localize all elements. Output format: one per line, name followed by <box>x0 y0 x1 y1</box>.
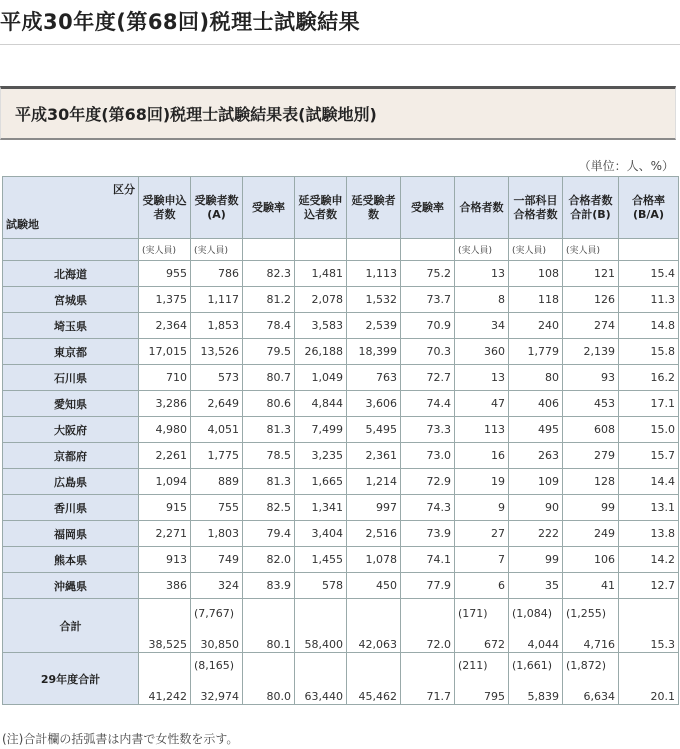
table-cell: 34 <box>455 313 509 339</box>
table-cell: 77.9 <box>401 573 455 599</box>
table-cell: 41 <box>563 573 619 599</box>
total-value: 795 <box>484 690 505 703</box>
table-cell: 99 <box>563 495 619 521</box>
table-cell: 80.6 <box>243 391 295 417</box>
table-cell: 128 <box>563 469 619 495</box>
table-cell: 3,286 <box>139 391 191 417</box>
total-value: 4,044 <box>527 638 559 651</box>
table-cell: 72.7 <box>401 365 455 391</box>
table-cell: 1,375 <box>139 287 191 313</box>
total-row <box>3 599 679 653</box>
table-cell: 915 <box>139 495 191 521</box>
table-cell: 1,779 <box>509 339 563 365</box>
table-cell: 109 <box>509 469 563 495</box>
women-count: (8,165) <box>194 659 235 672</box>
total-value: 58,400 <box>304 638 343 651</box>
table-cell: 2,539 <box>347 313 401 339</box>
table-row <box>3 495 679 521</box>
total-value: 32,974 <box>200 690 239 703</box>
table-cell: 1,113 <box>347 261 401 287</box>
table-cell: 1,078 <box>347 547 401 573</box>
table-row <box>3 521 679 547</box>
note-row <box>3 239 679 261</box>
table-cell: 2,364 <box>139 313 191 339</box>
row-header-location: 広島県 <box>3 469 139 495</box>
table-cell: 2,649 <box>191 391 243 417</box>
table-cell: 1,853 <box>191 313 243 339</box>
table-cell: 70.9 <box>401 313 455 339</box>
row-header-location: 熊本県 <box>3 547 139 573</box>
note-cell <box>295 239 347 261</box>
note-cell <box>243 239 295 261</box>
table-cell: 79.4 <box>243 521 295 547</box>
table-cell: 73.7 <box>401 287 455 313</box>
table-cell: 1,665 <box>295 469 347 495</box>
table-cell: 47 <box>455 391 509 417</box>
table-cell: 121 <box>563 261 619 287</box>
table-row <box>3 391 679 417</box>
total-value: 45,462 <box>358 690 397 703</box>
table-cell: 70.3 <box>401 339 455 365</box>
table-cell: 15.0 <box>619 417 679 443</box>
note-cell: (実人員) <box>563 239 619 261</box>
table-cell: 14.2 <box>619 547 679 573</box>
row-header-location: 北海道 <box>3 261 139 287</box>
table-cell: 1,481 <box>295 261 347 287</box>
table-cell: 27 <box>455 521 509 547</box>
header-row <box>3 177 679 239</box>
total-value: 42,063 <box>358 638 397 651</box>
table-cell: 3,606 <box>347 391 401 417</box>
women-count: (7,767) <box>194 607 235 620</box>
table-cell: 13.8 <box>619 521 679 547</box>
row-header-location: 京都府 <box>3 443 139 469</box>
total-value: 30,850 <box>200 638 239 651</box>
table-cell: 5,495 <box>347 417 401 443</box>
total-value: 6,634 <box>583 690 615 703</box>
row-header-total: 合計 <box>3 599 139 653</box>
corner-label-category: 区分 <box>113 183 135 196</box>
table-cell: 73.0 <box>401 443 455 469</box>
table-cell: 14.8 <box>619 313 679 339</box>
results-table <box>2 176 679 705</box>
row-header-blank <box>3 239 139 261</box>
table-cell: 19 <box>455 469 509 495</box>
table-row <box>3 573 679 599</box>
table-cell: 240 <box>509 313 563 339</box>
table-cell: 997 <box>347 495 401 521</box>
table-cell: 1,341 <box>295 495 347 521</box>
note-cell: (実人員) <box>509 239 563 261</box>
table-row <box>3 365 679 391</box>
table-cell: 222 <box>509 521 563 547</box>
table-cell: 26,188 <box>295 339 347 365</box>
table-cell: 710 <box>139 365 191 391</box>
total-cell <box>619 653 679 705</box>
footnote: (注)合計欄の括弧書は内書で女性数を示す。 <box>2 732 239 746</box>
col-header: 延受験者数 <box>347 177 401 239</box>
total-row <box>3 653 679 705</box>
corner-header <box>3 177 139 239</box>
row-header-location: 石川県 <box>3 365 139 391</box>
table-cell: 1,775 <box>191 443 243 469</box>
table-cell: 573 <box>191 365 243 391</box>
total-cell <box>563 653 619 705</box>
note-cell <box>401 239 455 261</box>
total-cell <box>455 653 509 705</box>
total-cell <box>401 653 455 705</box>
total-cell <box>455 599 509 653</box>
corner-label-location: 試験地 <box>6 218 39 231</box>
table-cell: 324 <box>191 573 243 599</box>
table-row <box>3 547 679 573</box>
table-cell: 263 <box>509 443 563 469</box>
table-cell: 82.0 <box>243 547 295 573</box>
table-cell: 81.3 <box>243 417 295 443</box>
table-cell: 81.2 <box>243 287 295 313</box>
total-value: 4,716 <box>583 638 615 651</box>
table-cell: 93 <box>563 365 619 391</box>
table-cell: 81.3 <box>243 469 295 495</box>
table-cell: 578 <box>295 573 347 599</box>
table-cell: 1,094 <box>139 469 191 495</box>
table-row <box>3 469 679 495</box>
note-cell <box>347 239 401 261</box>
table-cell: 118 <box>509 287 563 313</box>
total-cell <box>401 599 455 653</box>
unit-label: （単位：人、%） <box>578 159 674 173</box>
note-cell: (実人員) <box>191 239 243 261</box>
col-header: 受験者数(A) <box>191 177 243 239</box>
table-cell: 2,271 <box>139 521 191 547</box>
table-cell: 249 <box>563 521 619 547</box>
table-cell: 99 <box>509 547 563 573</box>
table-cell: 1,214 <box>347 469 401 495</box>
table-cell: 15.4 <box>619 261 679 287</box>
table-cell: 80 <box>509 365 563 391</box>
table-cell: 763 <box>347 365 401 391</box>
total-cell <box>295 599 347 653</box>
table-cell: 18,399 <box>347 339 401 365</box>
total-cell <box>563 599 619 653</box>
title-divider <box>0 44 680 45</box>
table-cell: 608 <box>563 417 619 443</box>
table-cell: 1,049 <box>295 365 347 391</box>
table-cell: 755 <box>191 495 243 521</box>
total-cell <box>347 599 401 653</box>
table-cell: 749 <box>191 547 243 573</box>
table-cell: 4,844 <box>295 391 347 417</box>
note-cell: (実人員) <box>139 239 191 261</box>
table-cell: 90 <box>509 495 563 521</box>
table-cell: 3,404 <box>295 521 347 547</box>
table-cell: 6 <box>455 573 509 599</box>
table-cell: 1,455 <box>295 547 347 573</box>
table-row <box>3 339 679 365</box>
total-value: 672 <box>484 638 505 651</box>
col-header: 受験申込者数 <box>139 177 191 239</box>
table-cell: 108 <box>509 261 563 287</box>
total-value: 71.7 <box>426 690 451 703</box>
row-header-location: 宮城県 <box>3 287 139 313</box>
total-cell <box>191 653 243 705</box>
total-cell <box>295 653 347 705</box>
table-cell: 7,499 <box>295 417 347 443</box>
table-cell: 113 <box>455 417 509 443</box>
row-header-location: 愛知県 <box>3 391 139 417</box>
table-cell: 13.1 <box>619 495 679 521</box>
table-cell: 11.3 <box>619 287 679 313</box>
col-header: 合格者数合計(B) <box>563 177 619 239</box>
row-header-location: 香川県 <box>3 495 139 521</box>
table-cell: 106 <box>563 547 619 573</box>
women-count: (211) <box>458 659 488 672</box>
table-cell: 1,803 <box>191 521 243 547</box>
total-cell <box>347 653 401 705</box>
section-title: 平成30年度(第68回)税理士試験結果表(試験地別) <box>15 105 377 124</box>
table-cell: 8 <box>455 287 509 313</box>
total-value: 20.1 <box>650 690 675 703</box>
table-cell: 82.5 <box>243 495 295 521</box>
total-value: 80.1 <box>266 638 291 651</box>
total-value: 41,242 <box>148 690 187 703</box>
total-cell <box>619 599 679 653</box>
table-cell: 1,532 <box>347 287 401 313</box>
table-cell: 2,261 <box>139 443 191 469</box>
table-row <box>3 417 679 443</box>
total-cell <box>191 599 243 653</box>
table-cell: 1,117 <box>191 287 243 313</box>
table-cell: 2,139 <box>563 339 619 365</box>
total-value: 63,440 <box>304 690 343 703</box>
section-heading-box <box>0 86 676 140</box>
table-cell: 78.5 <box>243 443 295 469</box>
women-count: (1,255) <box>566 607 607 620</box>
table-cell: 72.9 <box>401 469 455 495</box>
table-cell: 279 <box>563 443 619 469</box>
table-row <box>3 313 679 339</box>
table-cell: 73.9 <box>401 521 455 547</box>
col-header: 一部科目合格者数 <box>509 177 563 239</box>
table-cell: 13 <box>455 365 509 391</box>
table-cell: 74.1 <box>401 547 455 573</box>
total-cell <box>139 599 191 653</box>
table-cell: 17.1 <box>619 391 679 417</box>
col-header: 受験率 <box>243 177 295 239</box>
total-value: 38,525 <box>148 638 187 651</box>
table-cell: 14.4 <box>619 469 679 495</box>
table-cell: 126 <box>563 287 619 313</box>
col-header: 受験率 <box>401 177 455 239</box>
row-header-location: 埼玉県 <box>3 313 139 339</box>
total-cell <box>139 653 191 705</box>
table-cell: 786 <box>191 261 243 287</box>
table-cell: 2,516 <box>347 521 401 547</box>
row-header-location: 福岡県 <box>3 521 139 547</box>
table-cell: 16.2 <box>619 365 679 391</box>
table-row <box>3 443 679 469</box>
table-row <box>3 261 679 287</box>
row-header-total: 29年度合計 <box>3 653 139 705</box>
table-cell: 17,015 <box>139 339 191 365</box>
table-cell: 386 <box>139 573 191 599</box>
table-cell: 78.4 <box>243 313 295 339</box>
row-header-location: 大阪府 <box>3 417 139 443</box>
women-count: (1,872) <box>566 659 607 672</box>
table-cell: 3,235 <box>295 443 347 469</box>
table-cell: 7 <box>455 547 509 573</box>
total-value: 80.0 <box>266 690 291 703</box>
row-header-location: 東京都 <box>3 339 139 365</box>
table-cell: 16 <box>455 443 509 469</box>
table-cell: 453 <box>563 391 619 417</box>
total-value: 5,839 <box>527 690 559 703</box>
table-cell: 15.8 <box>619 339 679 365</box>
table-cell: 955 <box>139 261 191 287</box>
table-cell: 80.7 <box>243 365 295 391</box>
table-cell: 9 <box>455 495 509 521</box>
table-cell: 73.3 <box>401 417 455 443</box>
table-cell: 495 <box>509 417 563 443</box>
col-header: 合格率(B/A) <box>619 177 679 239</box>
table-cell: 274 <box>563 313 619 339</box>
table-cell: 15.7 <box>619 443 679 469</box>
table-cell: 13,526 <box>191 339 243 365</box>
women-count: (1,084) <box>512 607 553 620</box>
table-cell: 360 <box>455 339 509 365</box>
table-cell: 4,980 <box>139 417 191 443</box>
table-cell: 79.5 <box>243 339 295 365</box>
note-cell: (実人員) <box>455 239 509 261</box>
table-cell: 74.3 <box>401 495 455 521</box>
table-cell: 35 <box>509 573 563 599</box>
table-cell: 4,051 <box>191 417 243 443</box>
page-title: 平成30年度(第68回)税理士試験結果 <box>0 10 361 34</box>
table-cell: 83.9 <box>243 573 295 599</box>
col-header: 延受験申込者数 <box>295 177 347 239</box>
table-cell: 889 <box>191 469 243 495</box>
row-header-location: 沖縄県 <box>3 573 139 599</box>
table-cell: 75.2 <box>401 261 455 287</box>
total-value: 15.3 <box>650 638 675 651</box>
total-cell <box>243 599 295 653</box>
women-count: (1,661) <box>512 659 553 672</box>
table-cell: 82.3 <box>243 261 295 287</box>
table-row <box>3 287 679 313</box>
table-cell: 74.4 <box>401 391 455 417</box>
total-value: 72.0 <box>426 638 451 651</box>
table-cell: 406 <box>509 391 563 417</box>
table-cell: 450 <box>347 573 401 599</box>
table-cell: 3,583 <box>295 313 347 339</box>
table-cell: 2,078 <box>295 287 347 313</box>
total-cell <box>243 653 295 705</box>
total-cell <box>509 653 563 705</box>
table-cell: 913 <box>139 547 191 573</box>
col-header: 合格者数 <box>455 177 509 239</box>
table-cell: 2,361 <box>347 443 401 469</box>
women-count: (171) <box>458 607 488 620</box>
total-cell <box>509 599 563 653</box>
table-cell: 13 <box>455 261 509 287</box>
note-cell <box>619 239 679 261</box>
table-cell: 12.7 <box>619 573 679 599</box>
